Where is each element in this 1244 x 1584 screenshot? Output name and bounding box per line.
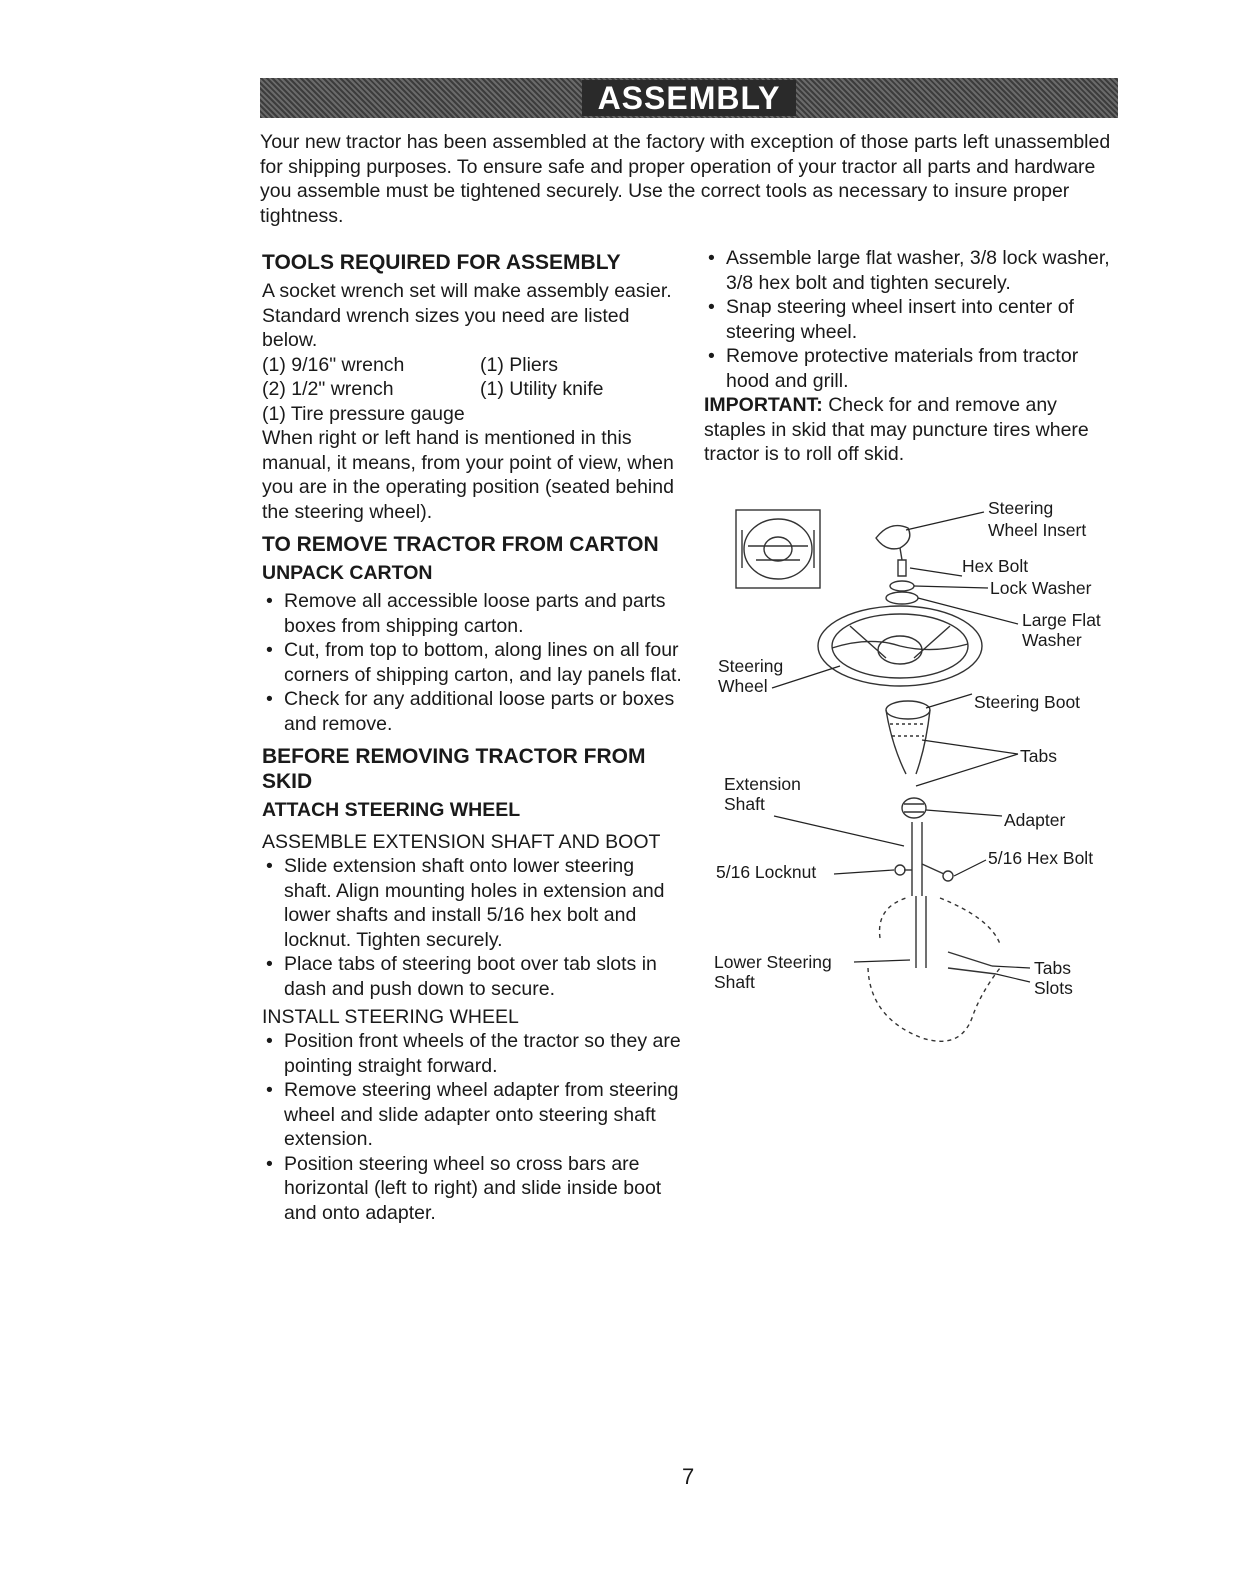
label-steering-wheel-1: Steering [718, 656, 784, 676]
right-column [704, 246, 1124, 467]
list-item: • Position steering wheel so cross bars are horizontal (left to right) and slide inside boot and onto adapter. [262, 1152, 682, 1226]
important-label: IMPORTANT: [704, 394, 823, 416]
label-hex-bolt-516: 5/16 Hex Bolt [988, 848, 1094, 868]
install-list [262, 1029, 682, 1225]
label-tabs-upper: Tabs [1020, 746, 1057, 766]
list-item: • Remove steering wheel adapter from steering wheel and slide adapter onto steering shaft extension. [262, 1078, 682, 1152]
label-tabs-lower: Tabs [1034, 958, 1071, 978]
hex-bolt-part [898, 560, 906, 576]
install-section-title: INSTALL STEERING WHEEL [262, 1006, 519, 1028]
tool-item: (1) 9/16" wrench [262, 353, 405, 376]
list-item: • Remove all accessible loose parts and parts boxes from shipping carton. [262, 589, 682, 638]
lock-washer-part [890, 581, 914, 591]
flat-washer-part [886, 592, 918, 604]
list-item: • Check for any additional loose parts or boxes and remove. [262, 687, 682, 736]
steering-assembly-diagram [700, 498, 1130, 1068]
unpack-list [262, 589, 682, 736]
list-item: • Cut, from top to bottom, along lines on all four corners of shipping carton, and lay panels flat. [262, 638, 682, 687]
before-heading: BEFORE REMOVING TRACTOR FROM SKID [262, 745, 646, 793]
banner-title: ASSEMBLY [582, 80, 797, 116]
list-item: • Remove protective materials from tractor hood and grill. [704, 344, 1124, 393]
wheel-insert-part [876, 526, 910, 549]
list-item: • Position front wheels of the tractor so they are pointing straight forward. [262, 1029, 682, 1078]
label-locknut-516: 5/16 Locknut [716, 862, 817, 882]
label-large-flat-2: Washer [1022, 630, 1082, 650]
remove-heading: TO REMOVE TRACTOR FROM CARTON [262, 533, 659, 556]
label-steering-wheel-insert-2: Wheel Insert [988, 520, 1087, 540]
page-number: 7 [682, 1464, 695, 1489]
inset-wheel [744, 519, 812, 579]
important-note [704, 393, 1124, 467]
adapter-part [902, 798, 926, 818]
tool-item: (2) 1/2" wrench [262, 378, 394, 400]
label-slots: Slots [1034, 978, 1073, 998]
extension-shaft-part [912, 822, 922, 896]
list-item: • Slide extension shaft onto lower steering shaft. Align mounting holes in extension and lower shafts and install 5/16 hex bolt and locknut. Tighten securely. [262, 854, 682, 952]
label-lock-washer: Lock Washer [990, 578, 1092, 598]
lower-shaft-part [916, 896, 926, 968]
label-lower-shaft-1: Lower Steering [714, 952, 832, 972]
tools-text: A socket wrench set will make assembly easier. Standard wrench sizes you need are listed below. [262, 280, 672, 351]
tools-list [262, 353, 682, 402]
label-lower-shaft-2: Shaft [714, 972, 755, 992]
label-steering-boot: Steering Boot [974, 692, 1081, 712]
list-item: • Assemble large flat washer, 3/8 lock washer, 3/8 hex bolt and tighten securely. [704, 246, 1124, 295]
label-extension-1: Extension [724, 774, 801, 794]
label-steering-wheel-2: Wheel [718, 676, 768, 696]
label-extension-2: Shaft [724, 794, 765, 814]
section-banner [260, 78, 1118, 118]
attach-subheading: ATTACH STEERING WHEEL [262, 799, 521, 821]
left-column [262, 250, 682, 1225]
list-item: • Place tabs of steering boot over tab slots in dash and push down to secure. [262, 952, 682, 1001]
inset-box [736, 510, 820, 588]
label-adapter: Adapter [1004, 810, 1066, 830]
label-steering-wheel-insert-1: Steering [988, 498, 1054, 518]
dash-outline [868, 968, 1000, 1041]
tool-gauge: (1) Tire pressure gauge [262, 402, 465, 425]
final-steps-list [704, 246, 1124, 393]
list-item: • Snap steering wheel insert into center of steering wheel. [704, 295, 1124, 344]
important-text: Check for and remove any staples in skid that may puncture tires where tractor is to roll off skid. [704, 394, 1089, 465]
unpack-subheading: UNPACK CARTON [262, 562, 433, 584]
extension-list [262, 854, 682, 1001]
hand-note: When right or left hand is mentioned in this manual, it means, from your point of view, when you are in the operating position (seated behind the steering wheel). [262, 427, 674, 523]
tool-item: (1) Pliers [480, 353, 559, 376]
tool-item: (1) Utility knife [480, 378, 604, 400]
tools-heading: TOOLS REQUIRED FOR ASSEMBLY [262, 251, 621, 274]
extension-section-title: ASSEMBLE EXTENSION SHAFT AND BOOT [262, 831, 661, 853]
boot-top [886, 701, 930, 719]
label-hex-bolt: Hex Bolt [962, 556, 1029, 576]
label-large-flat-1: Large Flat [1022, 610, 1101, 630]
intro-paragraph: Your new tractor has been assembled at the factory with exception of those parts left unassembled for shipping purposes. To ensure safe and proper operation of your tractor all parts and hardware you assemble must be tightened securely. Use the correct tools as necessary to insure proper tightness. [260, 131, 1111, 227]
